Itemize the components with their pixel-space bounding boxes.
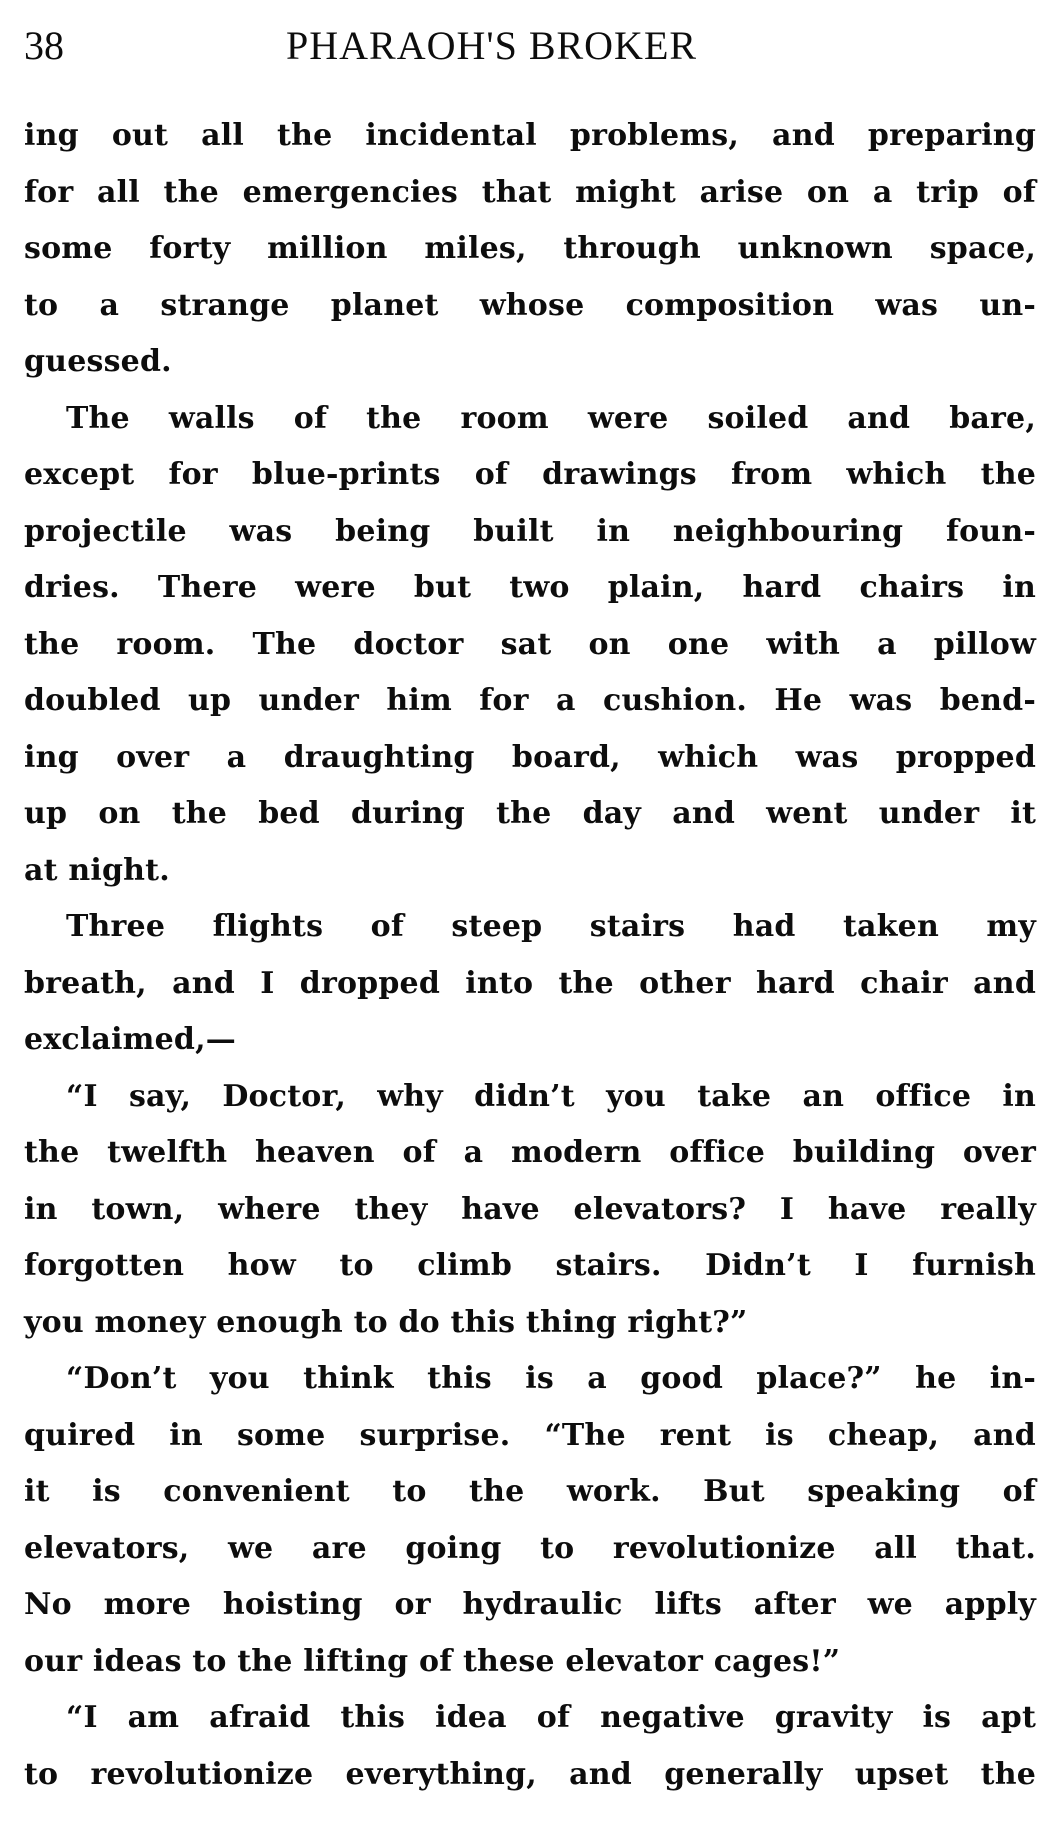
text-line: the room. The doctor sat on one with a pillow bbox=[24, 626, 1036, 662]
running-head bbox=[24, 18, 1034, 74]
body-text bbox=[24, 108, 1036, 1803]
text-line: The walls of the room were soiled and bare, bbox=[66, 400, 1036, 436]
text-line: at night. bbox=[24, 852, 170, 888]
text-line: some forty million miles, through unknown space, bbox=[24, 231, 1036, 266]
text-line: dries. There were but two plain, hard chairs in bbox=[24, 570, 1036, 605]
running-title: PHARAOH'S BROKER bbox=[286, 23, 698, 68]
text-line: “I am afraid this idea of negative gravity is apt bbox=[66, 1700, 1036, 1735]
text-line: breath, and I dropped into the other hard chair and bbox=[24, 965, 1036, 1001]
text-line: elevators, we are going to revolutionize all that. bbox=[24, 1530, 1036, 1566]
text-line: our ideas to the lifting of these elevator cages!” bbox=[24, 1643, 841, 1679]
text-line: exclaimed,— bbox=[24, 1022, 236, 1057]
text-line: doubled up under him for a cushion. He was bend- bbox=[24, 683, 1036, 718]
page-number: 38 bbox=[24, 23, 64, 68]
text-line: it is convenient to the work. But speaking of bbox=[24, 1474, 1036, 1509]
text-line: to revolutionize everything, and generally upset the bbox=[24, 1756, 1036, 1792]
text-line: forgotten how to climb stairs. Didn’t I furnish bbox=[24, 1248, 1036, 1283]
text-line: to a strange planet whose composition was un- bbox=[24, 287, 1036, 323]
text-line: up on the bed during the day and went under it bbox=[24, 796, 1036, 831]
text-line: Three flights of steep stairs had taken my bbox=[66, 909, 1036, 944]
text-line: projectile was being built in neighbouring foun- bbox=[24, 513, 1036, 549]
text-line: guessed. bbox=[24, 344, 172, 379]
text-line: you money enough to do this thing right?” bbox=[24, 1304, 748, 1340]
text-line: No more hoisting or hydraulic lifts after we apply bbox=[24, 1587, 1036, 1622]
text-line: except for blue-prints of drawings from which the bbox=[24, 457, 1036, 492]
text-line: “Don’t you think this is a good place?” he in- bbox=[66, 1361, 1036, 1396]
text-line: the twelfth heaven of a modern office building over bbox=[24, 1135, 1036, 1170]
text-line: quired in some surprise. “The rent is cheap, and bbox=[24, 1417, 1036, 1453]
text-line: “I say, Doctor, why didn’t you take an office in bbox=[66, 1078, 1036, 1114]
text-line: ing over a draughting board, which was propped bbox=[24, 739, 1036, 775]
text-line: ing out all the incidental problems, and preparing bbox=[24, 118, 1036, 153]
text-line: for all the emergencies that might arise on a trip of bbox=[24, 174, 1036, 210]
text-line: in town, where they have elevators? I have really bbox=[24, 1191, 1036, 1227]
